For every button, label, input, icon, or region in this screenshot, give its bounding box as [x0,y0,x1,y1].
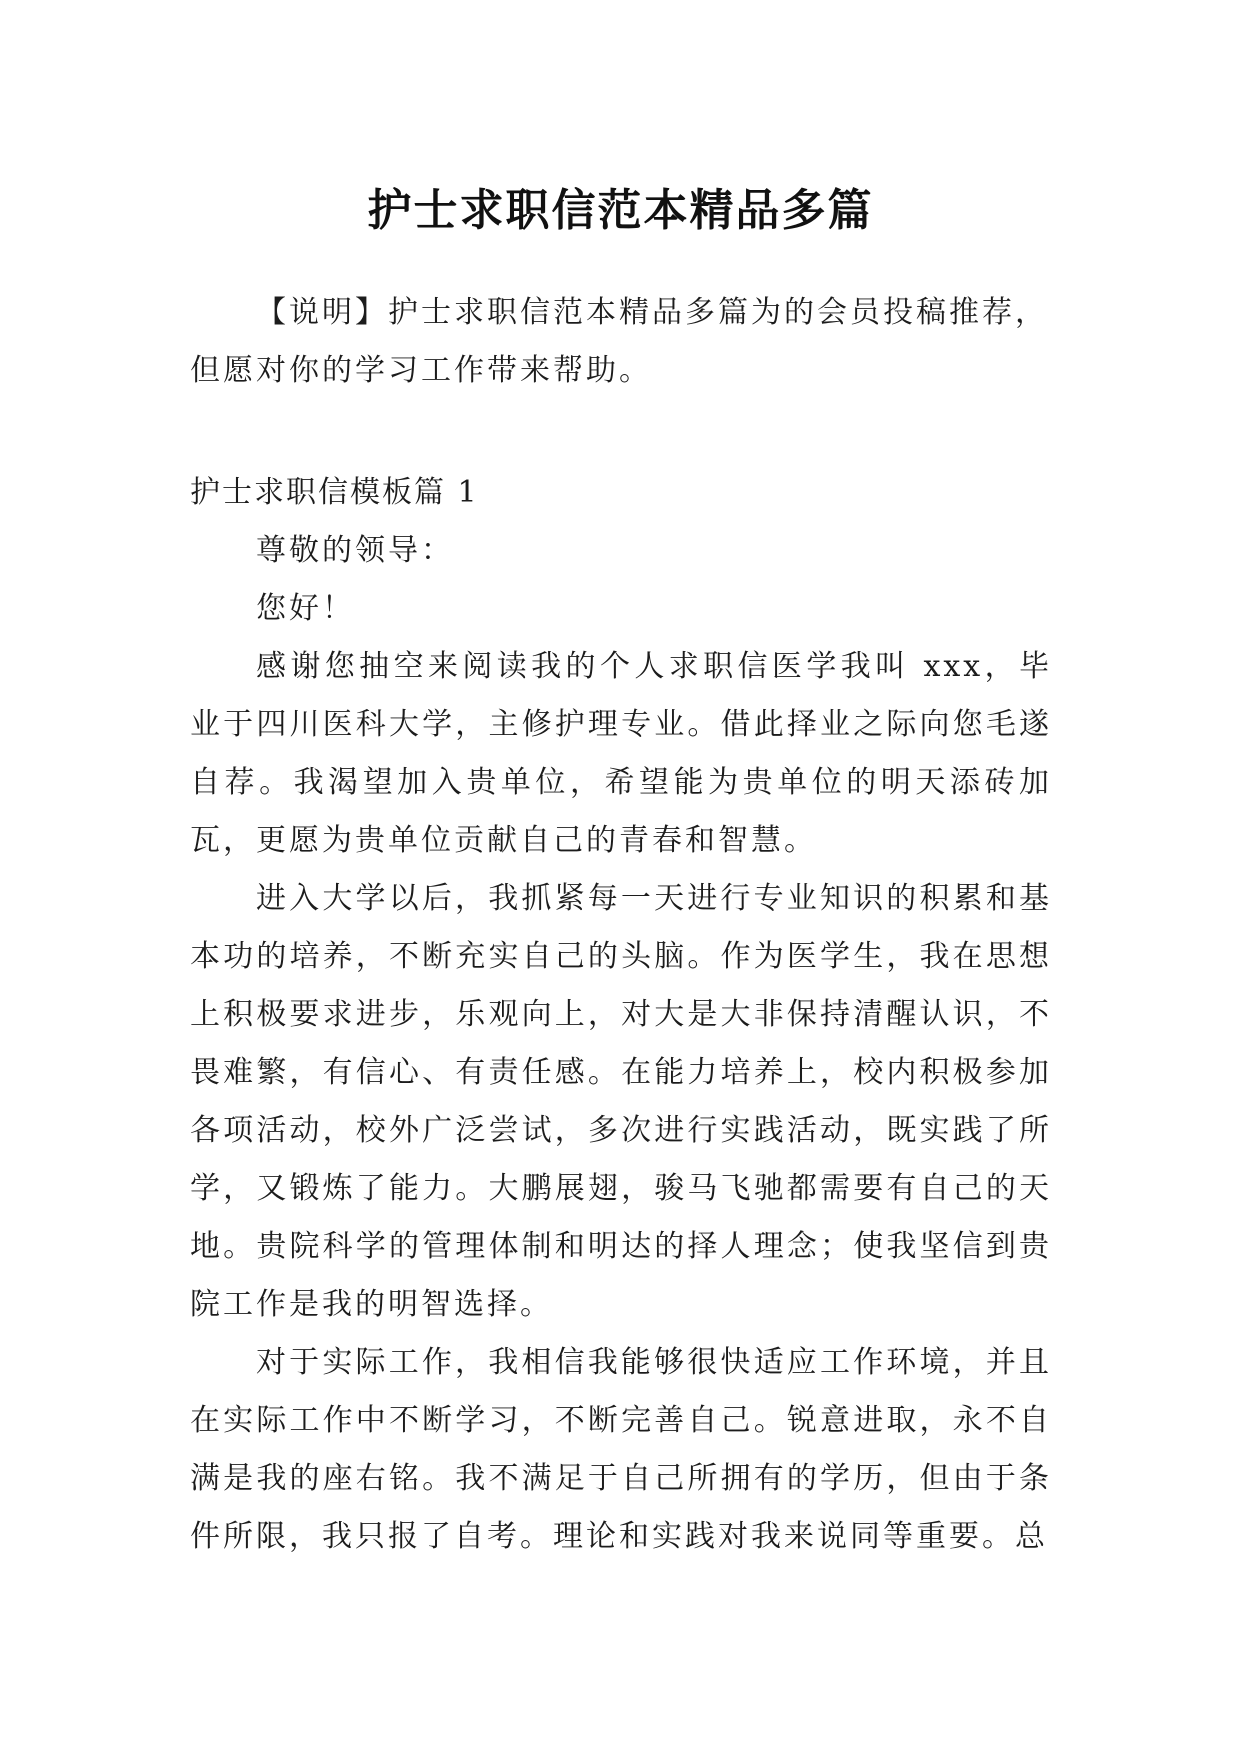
section-heading: 护士求职信模板篇 1 [190,475,479,510]
document-title: 护士求职信范本精品多篇 [367,185,874,237]
letter-paragraph-3: 对于实际工作，我相信我能够很快适应工作环境，并且在实际工作中不断学习，不断完善自己。锐意进取，永不自满是我的座右铭。我不满足于自己所拥有的学历，但由于条件所限，我只报了自考。理论和实践对我来说同等重要。总 [190,1345,1052,1554]
salutation: 尊敬的领导： [256,533,454,568]
intro-paragraph: 【说明】护士求职信范本精品多篇为的会员投稿推荐，但愿对你的学习工作带来帮助。 [190,295,1048,388]
letter-paragraph-1: 感谢您抽空来阅读我的个人求职信医学我叫 xxx，毕业于四川医科大学，主修护理专业。借此择业之际向您毛遂自荐。我渴望加入贵单位，希望能为贵单位的明天添砖加瓦，更愿为贵单位贡献自己的青春和智慧。 [190,649,1052,858]
greeting: 您好！ [256,591,355,626]
letter-paragraph-2: 进入大学以后，我抓紧每一天进行专业知识的积累和基本功的培养，不断充实自己的头脑。作为医学生，我在思想上积极要求进步，乐观向上，对大是大非保持清醒认识，不畏难繁，有信心、有责任感。在能力培养上，校内积极参加各项活动，校外广泛尝试，多次进行实践活动，既实践了所学，又锻炼了能力。大鹏展翅，骏马飞驰都需要有自己的天地。贵院科学的管理体制和明达的择人理念；使我坚信到贵院工作是我的明智选择。 [190,881,1052,1322]
letter-body [190,522,1052,1566]
